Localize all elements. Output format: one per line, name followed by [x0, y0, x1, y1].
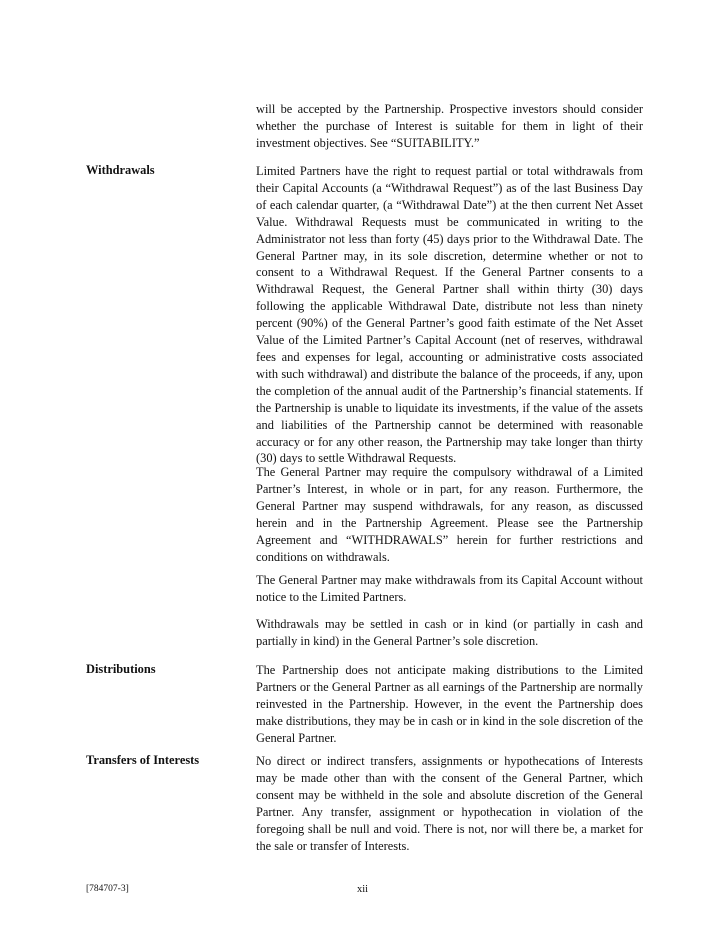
transfers-body: [256, 753, 643, 854]
heading-distributions: Distributions: [86, 662, 156, 676]
intro-paragraph: will be accepted by the Partnership. Prospective investors should consider whether the purchase of Interest is suitable for them in light of their investment objectives. See “SUITABILITY.”: [256, 102, 643, 150]
intro-block: [256, 101, 643, 152]
withdrawals-body-2: [256, 464, 643, 565]
withdrawals-body-4: [256, 616, 643, 650]
distributions-paragraph: The Partnership does not anticipate making distributions to the Limited Partners or the General Partner as all earnings of the Partnership are normally reinvested in the Partnership. However, in the event the Partnership does make distributions, they may be in cash or in kind in the sole discretion of the General Partner.: [256, 663, 643, 745]
distributions-body: [256, 662, 643, 747]
withdrawals-paragraph-4: Withdrawals may be settled in cash or in kind (or partially in cash and partially in kind) in the General Partner’s sole discretion.: [256, 617, 643, 648]
withdrawals-paragraph-1: Limited Partners have the right to request partial or total withdrawals from their Capital Accounts (a “Withdrawal Request”) as of the last Business Day of each calendar quarter, (a “Withdrawal Date”) at the then current Net Asset Value. Withdrawal Requests must be communicated in writing to the Administrator not less than forty (45) days prior to the Withdrawal Date. The General Partner may, in its sole discretion, determine whether or not to consent to a Withdrawal Request. If the General Partner consents to a Withdrawal Request, the General Partner shall within thirty (30) days following the applicable Withdrawal Date, distribute not less than ninety percent (90%) of the General Partner’s good faith estimate of the Net Asset Value of the Limited Partner’s Capital Account (net of reserves, withdrawal fees and expenses for legal, accounting or administrative costs associated with such withdrawal) and distribute the balance of the proceeds, if any, upon the completion of the annual audit of the Partnership’s financial statements. If the Partnership is unable to liquidate its investments, if the value of the assets and liabilities of the Partnership cannot be determined with reasonable accuracy or for any other reason, the Partnership may take longer than thirty (30) days to settle Withdrawal Requests.: [256, 164, 643, 466]
withdrawals-paragraph-3: The General Partner may make withdrawals from its Capital Account without notice to the Limited Partners.: [256, 573, 643, 604]
withdrawals-body: [256, 163, 643, 467]
transfers-paragraph: No direct or indirect transfers, assignments or hypothecations of Interests may be made other than with the consent of the General Partner, which consent may be withheld in the sole and absolute discretion of the General Partner. Any transfer, assignment or hypothecation in violation of the foregoing shall be null and void. There is not, nor will there be, a market for the sale or transfer of Interests.: [256, 754, 643, 853]
heading-withdrawals: Withdrawals: [86, 163, 155, 177]
footer-doc-id: [784707-3]: [86, 884, 129, 894]
withdrawals-body-3: [256, 572, 643, 606]
withdrawals-paragraph-2: The General Partner may require the compulsory withdrawal of a Limited Partner’s Interest, in whole or in part, for any reason. Furthermore, the General Partner may suspend withdrawals, for any reason, as discussed herein and in the Partnership Agreement. Please see the Partnership Agreement and “WITHDRAWALS” herein for further restrictions and conditions on withdrawals.: [256, 465, 643, 564]
footer-page-number: xii: [357, 884, 369, 895]
heading-transfers-of-interests: Transfers of Interests: [86, 753, 200, 767]
